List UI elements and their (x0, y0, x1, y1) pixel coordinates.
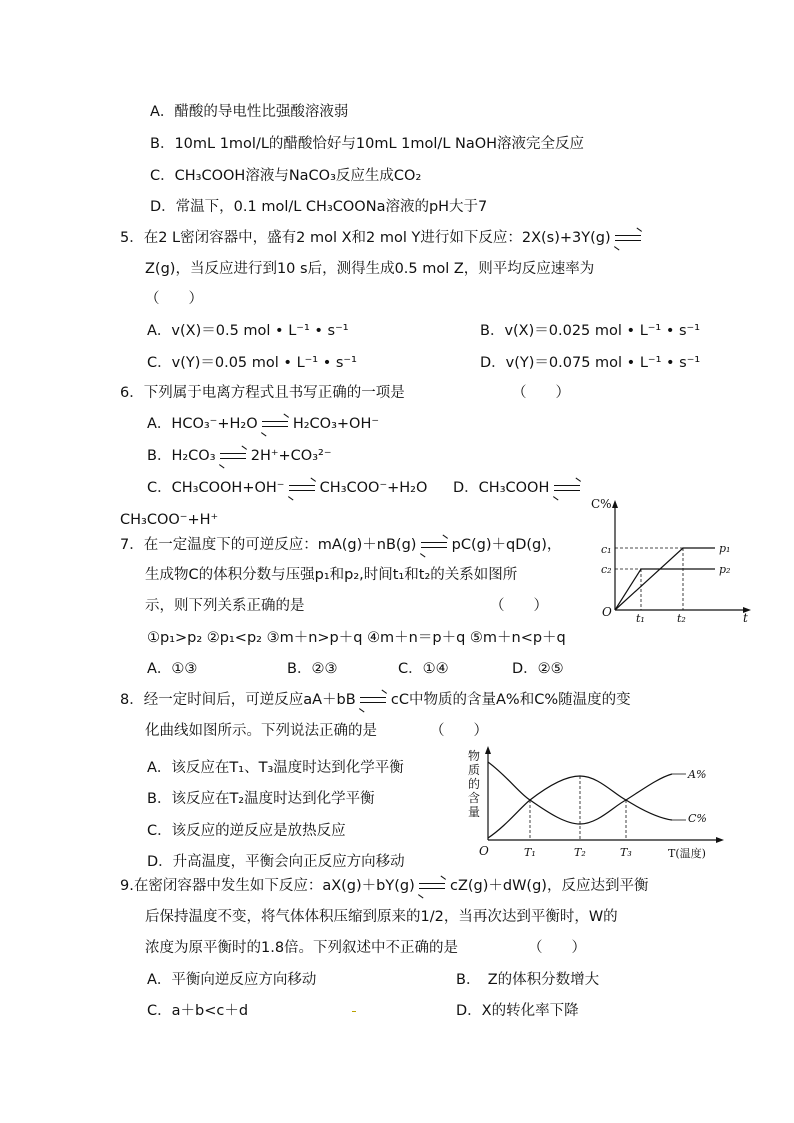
q6-option-d-continued: CH₃COO⁻+H⁺ (120, 512, 219, 528)
q8-graph (462, 742, 732, 864)
q9-paren: （ ） (528, 940, 586, 956)
q7-t1-label: t₁ (636, 612, 645, 624)
q8-paren: （ ） (430, 723, 488, 739)
q4-option-c: C．CH₃COOH溶液与NaCO₃反应生成CO₂ (150, 168, 422, 184)
q5-option-b: B．v(X)＝0.025 mol • L⁻¹ • s⁻¹ (480, 323, 701, 339)
q8-origin-label: O (479, 844, 489, 858)
q8-x-axis-arrow-icon (716, 837, 724, 843)
q5-stem-line1: 5．在2 L密闭容器中，盛有2 mol X和2 mol Y进行如下反应：2X(s)+3Y(g) (120, 228, 641, 248)
q8-t1-label: T₁ (524, 846, 536, 859)
equilibrium-arrow-icon (421, 540, 447, 550)
q8-t3-label: T₃ (620, 846, 632, 859)
q9-stem-line3: 浓度为原平衡时的1.8倍。下列叙述中不正确的是 (145, 940, 459, 956)
q7-t-label: t (743, 611, 748, 624)
q7-p1-label: p₁ (719, 542, 731, 555)
q8-y-label-5: 量 (468, 805, 481, 819)
q7-statements: ①p₁>p₂ ②p₁<p₂ ③m＋n>p＋q ④m＋n＝p＋q ⑤m＋n<p＋q (147, 630, 566, 646)
q8-option-b: B．该反应在T₂温度时达到化学平衡 (147, 791, 375, 807)
q8-c-pct-label: C% (688, 812, 707, 825)
q7-origin-label: O (602, 605, 612, 619)
q6-option-b: B．H₂CO₃ 2H⁺+CO₃²⁻ (147, 446, 331, 466)
q5-paren: （ ） (145, 291, 203, 307)
q8-stem-line1: 8．经一定时间后，可逆反应aA＋bB cC中物质的含量A%和C%随温度的变 (120, 690, 631, 710)
q8-y-label-1: 物 (468, 749, 481, 763)
q7-y-axis-arrow-icon (612, 500, 618, 508)
equilibrium-arrow-icon (262, 419, 288, 429)
q5-option-c: C．v(Y)＝0.05 mol • L⁻¹ • s⁻¹ (147, 355, 357, 371)
q7-option-d: D．②⑤ (512, 661, 564, 677)
equilibrium-arrow-icon (360, 695, 386, 705)
q6-option-a: A．HCO₃⁻+H₂O H₂CO₃+OH⁻ (147, 414, 379, 434)
equilibrium-arrow-icon (419, 881, 445, 891)
q4-option-a: A．醋酸的导电性比强酸溶液弱 (150, 104, 349, 120)
equilibrium-arrow-icon (615, 233, 641, 243)
q8-option-a: A．该反应在T₁、T₃温度时达到化学平衡 (147, 760, 404, 776)
q9-option-d: D．X的转化率下降 (456, 1003, 579, 1019)
q5-option-a: A．v(X)＝0.5 mol • L⁻¹ • s⁻¹ (147, 323, 349, 339)
q9-option-a: A．平衡向逆反应方向移动 (147, 972, 317, 988)
q9-option-b: B． Z的体积分数增大 (456, 972, 600, 988)
q7-stem-line3: 示，则下列关系正确的是 (145, 598, 305, 614)
q7-option-b: B．②③ (287, 661, 338, 677)
q8-t2-label: T₂ (574, 846, 586, 859)
q8-option-c: C．该反应的逆反应是放热反应 (147, 823, 346, 839)
q8-stem-line2: 化曲线如图所示。下列说法正确的是 (145, 723, 377, 739)
q8-x-label: T(温度) (668, 847, 706, 860)
q4-option-d: D．常温下，0.1 mol/L CH₃COONa溶液的pH大于7 (150, 199, 488, 215)
equilibrium-arrow-icon (289, 483, 315, 493)
q7-c1-label: c₁ (601, 543, 612, 556)
q8-y-axis-arrow-icon (485, 746, 491, 754)
q9-option-c: C．a＋b<c＋d (147, 1003, 249, 1019)
q5-stem-line2: Z(g)，当反应进行到10 s后，测得生成0.5 mol Z，则平均反应速率为 (145, 261, 595, 277)
q8-y-label-3: 的 (468, 777, 481, 791)
q6-option-c: C．CH₃COOH+OH⁻ CH₃COO⁻+H₂O (147, 478, 427, 498)
q7-stem-line2: 生成物C的体积分数与压强p₁和p₂,时间t₁和t₂的关系如图所 (145, 567, 518, 583)
q7-p2-label: p₂ (719, 563, 731, 576)
q7-t2-label: t₂ (677, 612, 686, 624)
q5-option-d: D．v(Y)＝0.075 mol • L⁻¹ • s⁻¹ (480, 355, 701, 371)
q7-stem-line1: 7．在一定温度下的可逆反应：mA(g)＋nB(g) pC(g)＋qD(g)， (120, 535, 561, 555)
q7-curve-p1 (615, 548, 715, 610)
q6-option-d: D．CH₃COOH (453, 478, 580, 498)
equilibrium-arrow-icon (554, 483, 580, 493)
equilibrium-arrow-icon (220, 451, 246, 461)
q6-stem: 6．下列属于电离方程式且书写正确的一项是 (120, 385, 405, 401)
q6-paren: （ ） (512, 385, 570, 401)
q8-a-pct-label: A% (688, 768, 707, 781)
q7-option-c: C．①④ (398, 661, 449, 677)
q9-stem-line2: 后保持温度不变，将气体体积压缩到原来的1/2，当再次达到平衡时，W的 (145, 909, 618, 925)
q7-c2-label: c₂ (601, 563, 612, 576)
q8-y-label-2: 质 (468, 763, 481, 777)
q8-option-d: D．升高温度，平衡会向正反应方向移动 (147, 854, 405, 870)
q4-option-b: B．10mL 1mol/L的醋酸恰好与10mL 1mol/L NaOH溶液完全反应 (150, 136, 585, 152)
q7-paren: （ ） (490, 598, 548, 614)
q7-option-a: A．①③ (147, 661, 198, 677)
stray-mark (352, 1011, 356, 1012)
q8-y-label-4: 含 (468, 791, 481, 805)
q9-stem-line1: 9.在密闭容器中发生如下反应：aX(g)＋bY(g) cZ(g)＋dW(g)，反应达到平衡 (120, 876, 648, 896)
q7-curve-p2 (615, 569, 715, 610)
q7-graph (585, 492, 755, 624)
q7-y-label: C% (591, 497, 612, 511)
